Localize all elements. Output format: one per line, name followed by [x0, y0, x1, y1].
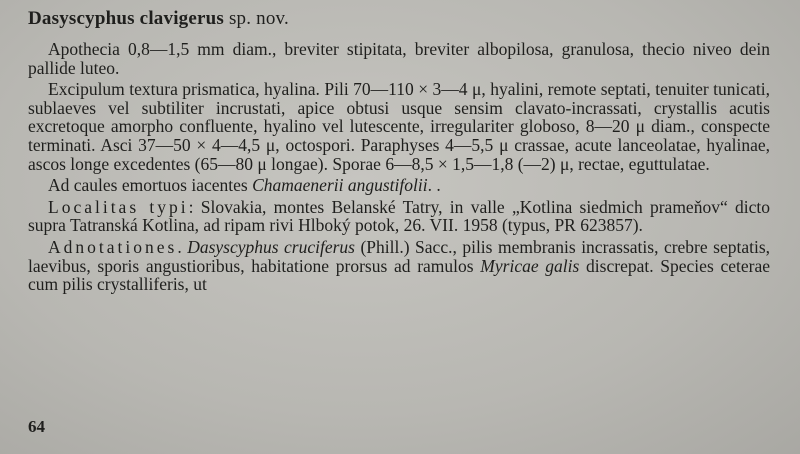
- habitat-paragraph: [28, 176, 770, 195]
- notes-text-a: .: [177, 236, 188, 257]
- habitat-end: . .: [427, 175, 441, 196]
- type-locality-label: Localitas typi: [48, 196, 189, 217]
- related-species-name: Dasyscyphus cruciferus: [187, 236, 355, 257]
- notes-label: Adnotationes: [48, 236, 178, 257]
- type-locality-paragraph: [28, 198, 770, 235]
- notes-paragraph: [28, 238, 770, 294]
- excipulum-paragraph: Excipulum textura prismatica, hyalina. Pili 70—110 × 3—4 μ, hyalini, remote septati, tenuiter tunicati, sublaeves vel subtiliter incrustati, apice obtusi usque sensim clavato-incrassati, crystallis acutis excretoque amorpho confluente, hyalino vel lutescente, irregulariter globoso, 8—20 μ diam., conspecte terminati. Asci 37—50 × 4—4,5 μ, octospori. Paraphyses 4—5,5 μ crassae, acute lanceolatae, hyalinae, ascos longe excedentes (65—80 μ longae). Sporae 6—8,5 × 1,5—1,8 (—2) μ, rectae, eguttulatae.: [28, 79, 770, 174]
- type-locality-text: : Slovakia, montes Belanské Tatry, in valle „Kotlina siedmich prameňov“ dicto supra Tatranská Kotlina, ad ripam rivi Hlboký potok, 26. VII. 1958 (typus, PR 623857).: [28, 196, 770, 236]
- notes-text-c: discrepat. Species ceterae cum pilis crystalliferis, ut: [28, 255, 770, 295]
- host-name: Myricae galis: [480, 255, 580, 276]
- description-body: [28, 40, 770, 297]
- habitat-text: Ad caules emortuos iacentes: [48, 175, 253, 196]
- page-number: 64: [28, 417, 45, 436]
- species-name: Dasyscyphus clavigerus: [28, 8, 225, 29]
- species-suffix: sp. nov.: [224, 8, 289, 29]
- host-plant-name: Chamaenerii angustifolii: [252, 175, 428, 196]
- apothecia-paragraph: Apothecia 0,8—1,5 mm diam., breviter stipitata, breviter albopilosa, granulosa, thecio niveo dein pallide luteo.: [28, 39, 770, 78]
- notes-text-b: (Phill.) Sacc., pilis membranis incrassatis, crebre septatis, laevibus, sporis angustioribus, habitatione prorsus ad ramulos: [28, 236, 771, 276]
- species-heading: [28, 8, 289, 30]
